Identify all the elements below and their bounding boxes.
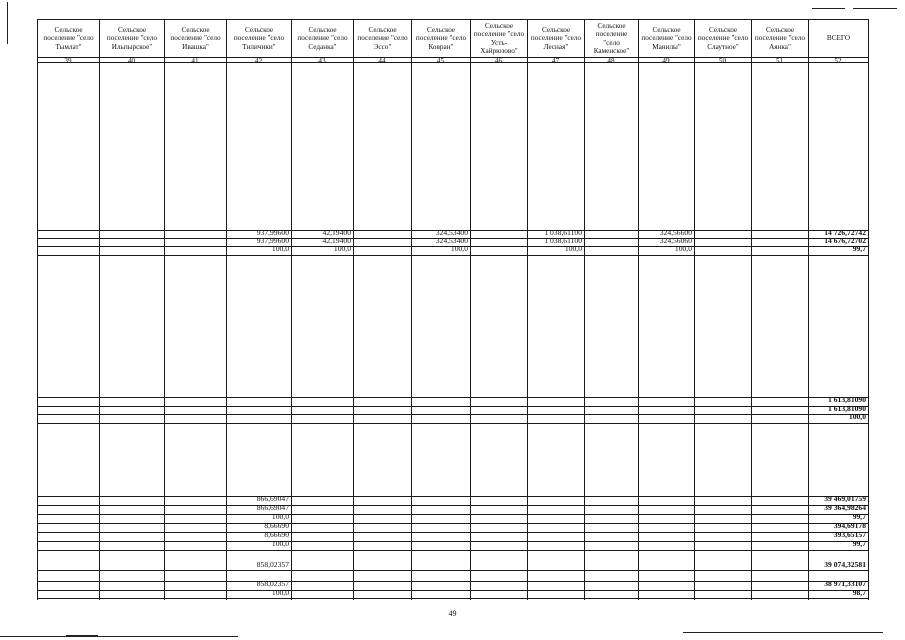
scan-mark: [0, 636, 238, 637]
total-value: 39 364,98264: [824, 503, 866, 512]
row-border: [37, 505, 869, 506]
total-value: 14 676,72702: [824, 236, 866, 245]
col-border: [638, 19, 639, 600]
total-value: 39 469,01759: [824, 494, 866, 503]
scan-mark: [683, 632, 883, 633]
column-number: 52: [834, 57, 842, 65]
total-value: 1 613,81090: [828, 404, 866, 413]
row-border: [37, 414, 869, 415]
row-border: [37, 496, 869, 497]
cell-value: 324,53400: [435, 228, 468, 237]
column-number: 39: [64, 57, 72, 65]
header-settlement: Сельское поселение "село Каменское": [593, 21, 630, 55]
column-number: 51: [775, 57, 784, 65]
cell-value: 100,0: [271, 539, 289, 548]
cell-value: 100,0: [564, 244, 582, 253]
cell-value: 858,02357: [256, 579, 289, 588]
col-border: [808, 19, 809, 600]
cell-value: 100,0: [271, 588, 289, 597]
header-settlement: Сельское поселение "село Ивашка": [170, 25, 221, 51]
cell-value: 324,56600: [659, 228, 692, 237]
column-number: 40: [127, 57, 136, 65]
column-number: 46: [494, 57, 503, 65]
header-settlement: Сельское поселение "село Тымлат": [43, 25, 94, 51]
row-border: [37, 523, 869, 524]
row-border: [37, 581, 869, 582]
row-border: [37, 532, 869, 533]
col-border: [411, 19, 412, 600]
cell-value: 100,0: [450, 244, 468, 253]
column-number: 49: [662, 57, 670, 65]
cell-value: 42,19400: [322, 236, 351, 245]
cell-value: 937,99600: [256, 236, 289, 245]
col-border: [868, 19, 869, 600]
col-border: [751, 19, 752, 600]
col-border: [584, 19, 585, 600]
total-value: 38 971,33107: [824, 579, 866, 588]
scan-mark: [853, 8, 897, 9]
row-border: [37, 406, 869, 407]
column-number: 45: [436, 57, 445, 65]
row-border: [37, 590, 869, 591]
cell-value: 8,66690: [264, 521, 289, 530]
row-border: [37, 255, 869, 256]
scan-mark: [812, 8, 845, 9]
header-settlement: Сельское поселение "село Ильпырское": [106, 25, 158, 51]
total-value: 99,7: [852, 244, 866, 253]
total-value: 99,7: [852, 539, 866, 548]
row-border: [37, 550, 869, 551]
column-number: 48: [607, 57, 615, 65]
cell-value: 100,0: [674, 244, 692, 253]
column-number: 47: [551, 57, 560, 65]
header-settlement: Сельское поселение "село Аянка": [754, 25, 806, 51]
header-settlement: Сельское поселение "село Слаутное": [697, 25, 749, 51]
header-settlement: Сельское поселение "село Манилы": [641, 25, 692, 51]
page-number: 49: [448, 609, 457, 618]
cell-value: 324,53400: [435, 236, 468, 245]
total-value: 1 613,81090: [828, 395, 866, 404]
col-border: [99, 19, 100, 600]
column-number: 41: [191, 57, 199, 65]
cell-value: 100,0: [271, 244, 289, 253]
cell-value: 858,02357: [256, 560, 289, 569]
header-settlement: Сельское поселение "село Ковран": [415, 25, 467, 51]
total-value: 99,7: [852, 512, 866, 521]
header-settlement: Сельское поселение "село Эссо": [357, 25, 408, 51]
row-border: [37, 514, 869, 515]
col-border: [353, 19, 354, 600]
cell-value: 100,0: [271, 512, 289, 521]
col-border: [291, 19, 292, 600]
header-settlement: Сельское поселение "село Седанка": [297, 25, 348, 51]
column-number: 42: [254, 57, 263, 65]
cell-value: 866,69047: [256, 494, 289, 503]
total-value: 14 726,72742: [824, 228, 866, 237]
header-settlement: Сельское поселение "село Лесная": [530, 25, 582, 51]
row-border: [37, 397, 869, 398]
cell-value: 1 038,61100: [544, 228, 582, 237]
row-border: [37, 423, 869, 424]
total-value: 100,0: [848, 412, 866, 421]
scan-mark: [66, 635, 98, 637]
row-border: [37, 541, 869, 542]
cell-value: 937,99600: [256, 228, 289, 237]
col-border: [527, 19, 528, 600]
header-settlement: Сельское поселение "село Усть-Хайрюзово": [473, 21, 525, 55]
row-border: [37, 598, 869, 599]
col-border: [470, 19, 471, 600]
total-value: 39 074,32581: [824, 560, 866, 569]
cell-value: 100,0: [333, 244, 351, 253]
col-border: [164, 19, 165, 600]
header-total: ВСЕГО: [826, 34, 851, 43]
header-settlement: Сельское поселение "село Тиличики": [233, 25, 285, 51]
cell-value: 866,69047: [256, 503, 289, 512]
column-number: 44: [378, 57, 386, 65]
cell-value: 8,66690: [264, 530, 289, 539]
column-number: 50: [718, 57, 727, 65]
column-number: 43: [318, 57, 326, 65]
cell-value: 1 038,61100: [544, 236, 582, 245]
col-border: [226, 19, 227, 600]
col-border: [694, 19, 695, 600]
total-value: 393,65157: [833, 530, 866, 539]
total-value: 98,7: [852, 588, 866, 597]
cell-value: 324,56060: [659, 236, 692, 245]
scan-mark: [7, 2, 8, 44]
total-value: 394,69178: [833, 521, 866, 530]
cell-value: 42,19400: [322, 228, 351, 237]
col-border: [37, 19, 38, 600]
row-border: [37, 570, 869, 571]
